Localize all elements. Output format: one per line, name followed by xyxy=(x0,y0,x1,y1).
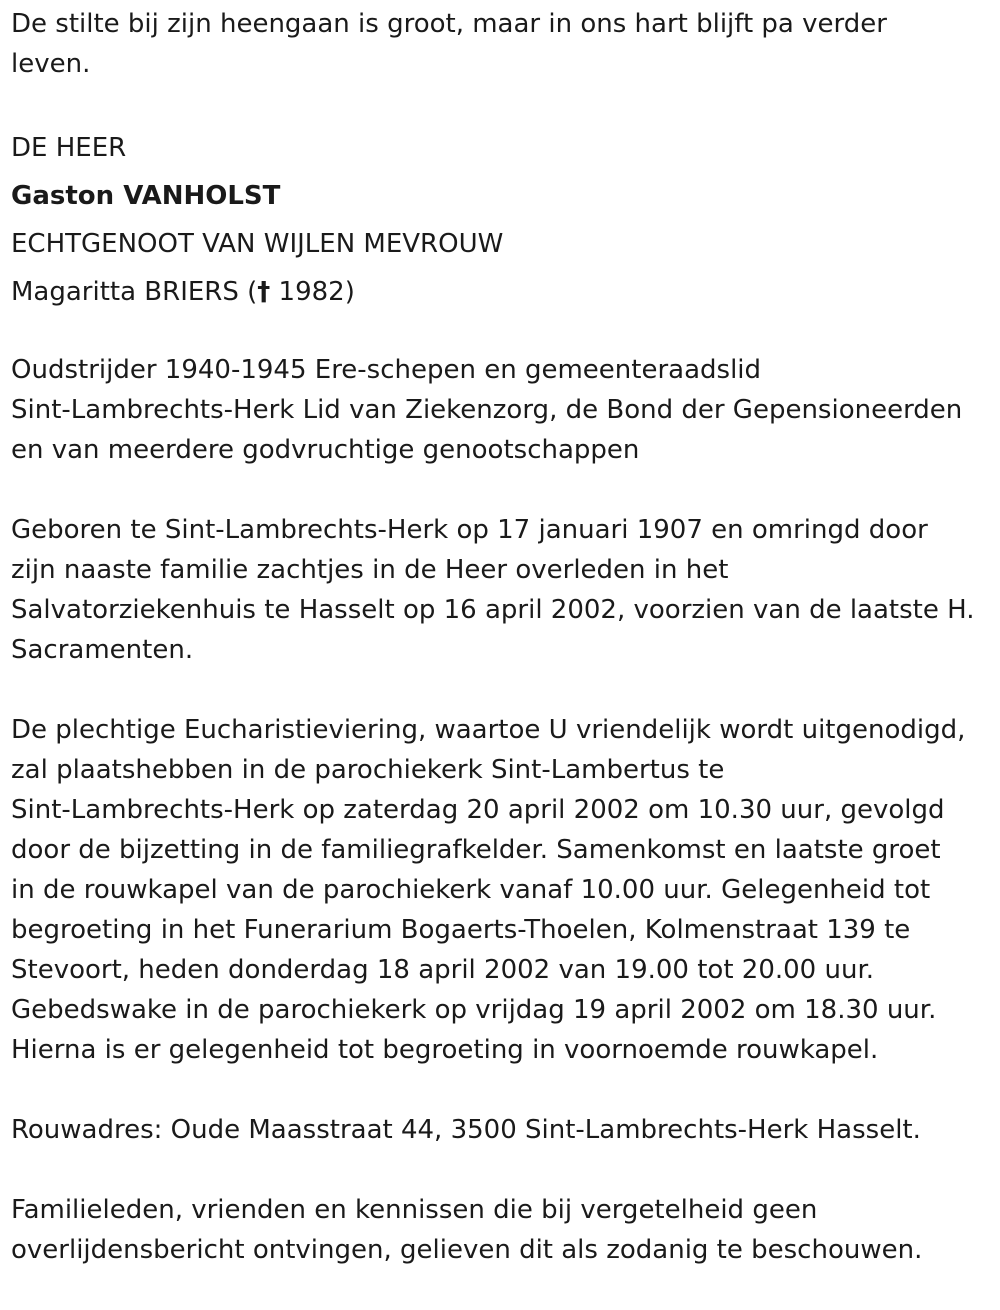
obituary-document xyxy=(11,4,993,1310)
roles-line: Oudstrijder 1940-1945 Ere-schepen en gemeenteraadslid xyxy=(11,355,762,385)
birth-death-line: zijn naaste familie zachtjes in de Heer overleden in het xyxy=(11,555,729,585)
roles-paragraph xyxy=(11,350,993,470)
deceased-name: Gaston VANHOLST xyxy=(11,181,281,211)
honorific-title: DE HEER xyxy=(11,133,127,163)
spouse-name: Magaritta BRIERS ( xyxy=(11,277,258,307)
ceremony-paragraph xyxy=(11,710,993,1070)
ceremony-line: Sint-Lambrechts-Herk op zaterdag 20 april 2002 om 10.30 uur, gevolgd xyxy=(11,795,945,825)
ceremony-line: Hierna is er gelegenheid tot begroeting in voornoemde rouwkapel. xyxy=(11,1035,879,1065)
roles-line: en van meerdere godvruchtige genootschappen xyxy=(11,435,640,465)
birth-death-paragraph xyxy=(11,510,993,670)
closing-line: overlijdensbericht ontvingen, gelieven dit als zodanig te beschouwen. xyxy=(11,1235,923,1265)
mourning-address: Rouwadres: Oude Maasstraat 44, 3500 Sint-Lambrechts-Herk Hasselt. xyxy=(11,1115,921,1145)
ceremony-line: Stevoort, heden donderdag 18 april 2002 van 19.00 tot 20.00 uur. xyxy=(11,955,875,985)
opening-paragraph xyxy=(11,4,993,84)
closing-line: Familieleden, vrienden en kennissen die bij vergetelheid geen xyxy=(11,1195,818,1225)
spouse-death-year: 1982) xyxy=(270,277,355,307)
deceased-header xyxy=(11,124,993,316)
ceremony-line: in de rouwkapel van de parochiekerk vanaf 10.00 uur. Gelegenheid tot xyxy=(11,875,931,905)
opening-line: leven. xyxy=(11,49,91,79)
cross-icon: † xyxy=(257,277,271,307)
roles-line: Sint-Lambrechts-Herk Lid van Ziekenzorg, de Bond der Gepensioneerden xyxy=(11,395,963,425)
spouse-relation: ECHTGENOOT VAN WIJLEN MEVROUW xyxy=(11,229,504,259)
ceremony-line: De plechtige Eucharistieviering, waartoe U vriendelijk wordt uitgenodigd, xyxy=(11,715,966,745)
birth-death-line: Geboren te Sint-Lambrechts-Herk op 17 januari 1907 en omringd door xyxy=(11,515,928,545)
address-paragraph xyxy=(11,1110,993,1150)
ceremony-line: zal plaatshebben in de parochiekerk Sint-Lambertus te xyxy=(11,755,725,785)
ceremony-line: door de bijzetting in de familiegrafkelder. Samenkomst en laatste groet xyxy=(11,835,941,865)
spouse-line xyxy=(11,268,993,316)
birth-death-line: Sacramenten. xyxy=(11,635,194,665)
ceremony-line: begroeting in het Funerarium Bogaerts-Thoelen, Kolmenstraat 139 te xyxy=(11,915,911,945)
ceremony-line: Gebedswake in de parochiekerk op vrijdag 19 april 2002 om 18.30 uur. xyxy=(11,995,937,1025)
opening-line: De stilte bij zijn heengaan is groot, maar in ons hart blijft pa verder xyxy=(11,9,887,39)
closing-paragraph xyxy=(11,1190,993,1270)
birth-death-line: Salvatorziekenhuis te Hasselt op 16 april 2002, voorzien van de laatste H. xyxy=(11,595,975,625)
